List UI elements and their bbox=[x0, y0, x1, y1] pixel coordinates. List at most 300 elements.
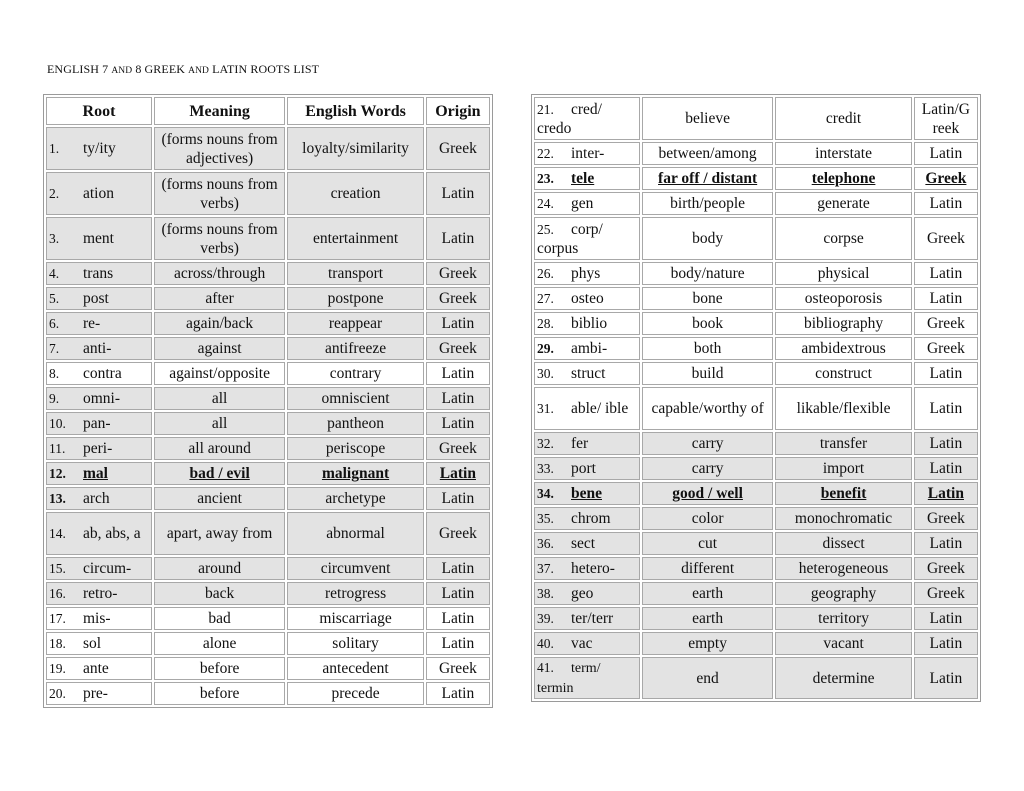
root-cell bbox=[46, 172, 152, 215]
root-cell bbox=[534, 582, 640, 605]
english-words-cell: circumvent bbox=[287, 557, 423, 580]
origin-cell: Latin bbox=[426, 362, 490, 385]
table-row bbox=[46, 512, 490, 555]
english-words-cell: monochromatic bbox=[775, 507, 911, 530]
origin-cell: Greek bbox=[426, 127, 490, 170]
root-cell bbox=[46, 127, 152, 170]
row-number: 40. bbox=[537, 636, 554, 651]
origin-cell: Latin bbox=[426, 557, 490, 580]
title-text: LATIN ROOTS LIST bbox=[209, 62, 320, 76]
origin-cell: Greek bbox=[426, 287, 490, 310]
root-text: struct bbox=[571, 365, 606, 382]
root-text: pan- bbox=[83, 415, 111, 432]
row-number: 15. bbox=[49, 561, 66, 576]
meaning-cell: earth bbox=[642, 607, 773, 630]
root-cell bbox=[534, 632, 640, 655]
root-text: post bbox=[83, 290, 109, 307]
meaning-cell: cut bbox=[642, 532, 773, 555]
root-cell bbox=[534, 312, 640, 335]
meaning-cell: build bbox=[642, 362, 773, 385]
root-cell bbox=[46, 362, 152, 385]
meaning-cell: good / well bbox=[642, 482, 773, 505]
origin-cell: Latin bbox=[914, 432, 978, 455]
row-number: 22. bbox=[537, 146, 554, 161]
english-words-cell: creation bbox=[287, 172, 423, 215]
row-number: 38. bbox=[537, 586, 554, 601]
table-row bbox=[46, 557, 490, 580]
meaning-cell: back bbox=[154, 582, 285, 605]
table-row bbox=[46, 217, 490, 260]
origin-cell: Greek bbox=[914, 167, 978, 190]
meaning-cell: before bbox=[154, 682, 285, 705]
english-words-cell: entertainment bbox=[287, 217, 423, 260]
table-row bbox=[534, 507, 978, 530]
root-text: ab, abs, a bbox=[83, 525, 141, 542]
meaning-cell: birth/people bbox=[642, 192, 773, 215]
roots-table-left bbox=[43, 94, 493, 708]
english-words-cell: likable/flexible bbox=[775, 387, 911, 430]
root-text: ter/terr bbox=[571, 610, 614, 627]
english-words-cell: corpse bbox=[775, 217, 911, 260]
root-cell bbox=[534, 387, 640, 430]
english-words-cell: loyalty/similarity bbox=[287, 127, 423, 170]
english-words-cell: antifreeze bbox=[287, 337, 423, 360]
origin-cell: Latin bbox=[426, 172, 490, 215]
row-number: 39. bbox=[537, 611, 554, 626]
root-cell bbox=[46, 337, 152, 360]
origin-cell: Greek bbox=[914, 217, 978, 260]
english-words-cell: determine bbox=[775, 657, 911, 699]
row-number: 3. bbox=[49, 231, 60, 246]
row-number: 6. bbox=[49, 316, 60, 331]
header-root: Root bbox=[46, 97, 152, 125]
english-words-cell: import bbox=[775, 457, 911, 480]
meaning-cell: alone bbox=[154, 632, 285, 655]
root-text: bene bbox=[571, 485, 602, 502]
row-number: 32. bbox=[537, 436, 554, 451]
table-row bbox=[534, 142, 978, 165]
origin-cell: Latin bbox=[426, 682, 490, 705]
english-words-cell: retrogress bbox=[287, 582, 423, 605]
root-cell bbox=[534, 432, 640, 455]
meaning-cell: across/through bbox=[154, 262, 285, 285]
english-words-cell: dissect bbox=[775, 532, 911, 555]
meaning-cell: both bbox=[642, 337, 773, 360]
table-row bbox=[46, 362, 490, 385]
root-text: port bbox=[571, 460, 596, 477]
meaning-cell: between/among bbox=[642, 142, 773, 165]
root-cell bbox=[46, 632, 152, 655]
english-words-cell: reappear bbox=[287, 312, 423, 335]
row-number: 26. bbox=[537, 266, 554, 281]
origin-cell: Latin bbox=[426, 412, 490, 435]
root-cell bbox=[46, 462, 152, 485]
english-words-cell: malignant bbox=[287, 462, 423, 485]
table-row bbox=[46, 312, 490, 335]
root-cell bbox=[46, 437, 152, 460]
origin-cell: Latin bbox=[914, 457, 978, 480]
root-text: cred/ credo bbox=[537, 100, 602, 137]
root-cell bbox=[534, 657, 640, 699]
meaning-cell: all around bbox=[154, 437, 285, 460]
row-number: 4. bbox=[49, 266, 60, 281]
english-words-cell: solitary bbox=[287, 632, 423, 655]
root-cell bbox=[534, 362, 640, 385]
row-number: 1. bbox=[49, 141, 60, 156]
header-english-words: English Words bbox=[287, 97, 423, 125]
table-row bbox=[46, 412, 490, 435]
meaning-cell: earth bbox=[642, 582, 773, 605]
origin-cell: Latin bbox=[426, 582, 490, 605]
row-number: 23. bbox=[537, 171, 554, 186]
row-number: 35. bbox=[537, 511, 554, 526]
origin-cell: Greek bbox=[914, 582, 978, 605]
root-text: ment bbox=[83, 230, 114, 247]
english-words-cell: generate bbox=[775, 192, 911, 215]
row-number: 31. bbox=[537, 401, 554, 416]
root-text: phys bbox=[571, 265, 601, 282]
root-text: inter- bbox=[571, 145, 605, 162]
root-text: ambi- bbox=[571, 340, 608, 357]
origin-cell: Latin bbox=[426, 462, 490, 485]
table-row bbox=[534, 457, 978, 480]
origin-cell: Latin bbox=[426, 632, 490, 655]
meaning-cell: body/nature bbox=[642, 262, 773, 285]
meaning-cell: (forms nouns from adjectives) bbox=[154, 127, 285, 170]
meaning-cell: bad / evil bbox=[154, 462, 285, 485]
meaning-cell: all bbox=[154, 412, 285, 435]
meaning-cell: body bbox=[642, 217, 773, 260]
table-row bbox=[46, 632, 490, 655]
root-text: tele bbox=[571, 170, 595, 187]
root-text: corp/ corpus bbox=[537, 220, 603, 257]
row-number: 2. bbox=[49, 186, 60, 201]
meaning-cell: believe bbox=[642, 97, 773, 140]
row-number: 28. bbox=[537, 316, 554, 331]
root-cell bbox=[534, 217, 640, 260]
root-cell bbox=[534, 532, 640, 555]
english-words-cell: precede bbox=[287, 682, 423, 705]
meaning-cell: against bbox=[154, 337, 285, 360]
english-words-cell: bibliography bbox=[775, 312, 911, 335]
origin-cell: Greek bbox=[426, 512, 490, 555]
table-row bbox=[46, 582, 490, 605]
table-row bbox=[534, 607, 978, 630]
origin-cell: Latin bbox=[914, 632, 978, 655]
meaning-cell: around bbox=[154, 557, 285, 580]
root-cell bbox=[534, 167, 640, 190]
header-meaning: Meaning bbox=[154, 97, 285, 125]
root-text: arch bbox=[83, 490, 110, 507]
root-cell bbox=[534, 482, 640, 505]
table-row bbox=[46, 437, 490, 460]
row-number: 11. bbox=[49, 441, 66, 456]
table-row bbox=[534, 632, 978, 655]
meaning-cell: (forms nouns from verbs) bbox=[154, 172, 285, 215]
meaning-cell: before bbox=[154, 657, 285, 680]
table-row bbox=[46, 657, 490, 680]
table-row bbox=[534, 167, 978, 190]
row-number: 30. bbox=[537, 366, 554, 381]
english-words-cell: ambidextrous bbox=[775, 337, 911, 360]
meaning-cell: after bbox=[154, 287, 285, 310]
header-row bbox=[46, 97, 490, 125]
english-words-cell: antecedent bbox=[287, 657, 423, 680]
table-row bbox=[46, 607, 490, 630]
origin-cell: Latin bbox=[426, 607, 490, 630]
table-row bbox=[534, 557, 978, 580]
roots-table-right bbox=[531, 94, 981, 702]
table-row bbox=[46, 462, 490, 485]
row-number: 19. bbox=[49, 661, 66, 676]
origin-cell: Latin bbox=[426, 312, 490, 335]
english-words-cell: interstate bbox=[775, 142, 911, 165]
row-number: 7. bbox=[49, 341, 60, 356]
root-cell bbox=[534, 507, 640, 530]
row-number: 36. bbox=[537, 536, 554, 551]
root-cell bbox=[534, 262, 640, 285]
root-text: sol bbox=[83, 635, 102, 652]
table-row bbox=[534, 657, 978, 699]
origin-cell: Greek bbox=[914, 312, 978, 335]
origin-cell: Latin bbox=[914, 532, 978, 555]
title-text: AND bbox=[111, 66, 133, 76]
row-number: 12. bbox=[49, 466, 66, 481]
root-text: geo bbox=[571, 585, 594, 602]
meaning-cell: apart, away from bbox=[154, 512, 285, 555]
origin-cell: Greek bbox=[914, 507, 978, 530]
row-number: 21. bbox=[537, 101, 554, 117]
english-words-cell: physical bbox=[775, 262, 911, 285]
english-words-cell: periscope bbox=[287, 437, 423, 460]
origin-cell: Greek bbox=[426, 337, 490, 360]
table-row bbox=[46, 287, 490, 310]
row-number: 14. bbox=[49, 526, 66, 541]
meaning-cell: book bbox=[642, 312, 773, 335]
table-row bbox=[46, 387, 490, 410]
root-cell bbox=[46, 387, 152, 410]
english-words-cell: osteoporosis bbox=[775, 287, 911, 310]
origin-cell: Latin/G reek bbox=[914, 97, 978, 140]
root-cell bbox=[46, 312, 152, 335]
root-text: anti- bbox=[83, 340, 112, 357]
root-text: chrom bbox=[571, 510, 611, 527]
table-row bbox=[534, 582, 978, 605]
root-text: omni- bbox=[83, 390, 121, 407]
table-row bbox=[46, 682, 490, 705]
origin-cell: Latin bbox=[426, 487, 490, 510]
origin-cell: Greek bbox=[426, 657, 490, 680]
english-words-cell: geography bbox=[775, 582, 911, 605]
meaning-cell: (forms nouns from verbs) bbox=[154, 217, 285, 260]
meaning-cell: carry bbox=[642, 457, 773, 480]
meaning-cell: against/opposite bbox=[154, 362, 285, 385]
table-row bbox=[534, 217, 978, 260]
origin-cell: Latin bbox=[914, 362, 978, 385]
root-cell bbox=[46, 412, 152, 435]
meaning-cell: ancient bbox=[154, 487, 285, 510]
meaning-cell: empty bbox=[642, 632, 773, 655]
row-number: 17. bbox=[49, 611, 66, 626]
meaning-cell: color bbox=[642, 507, 773, 530]
row-number: 8. bbox=[49, 366, 60, 381]
row-number: 16. bbox=[49, 586, 66, 601]
english-words-cell: transport bbox=[287, 262, 423, 285]
root-cell bbox=[46, 262, 152, 285]
english-words-cell: vacant bbox=[775, 632, 911, 655]
row-number: 5. bbox=[49, 291, 60, 306]
english-words-cell: pantheon bbox=[287, 412, 423, 435]
meaning-cell: far off / distant bbox=[642, 167, 773, 190]
title-text: AND bbox=[188, 66, 210, 76]
english-words-cell: heterogeneous bbox=[775, 557, 911, 580]
english-words-cell: territory bbox=[775, 607, 911, 630]
title-text: 8 GREEK bbox=[132, 62, 189, 76]
meaning-cell: capable/worthy of bbox=[642, 387, 773, 430]
meaning-cell: carry bbox=[642, 432, 773, 455]
root-text: ty/ity bbox=[83, 140, 116, 157]
root-cell bbox=[534, 607, 640, 630]
root-text: peri- bbox=[83, 440, 113, 457]
meaning-cell: all bbox=[154, 387, 285, 410]
table-row bbox=[534, 192, 978, 215]
table-row bbox=[534, 312, 978, 335]
origin-cell: Latin bbox=[426, 387, 490, 410]
row-number: 13. bbox=[49, 491, 66, 506]
root-text: retro- bbox=[83, 585, 118, 602]
header-origin: Origin bbox=[426, 97, 490, 125]
origin-cell: Greek bbox=[914, 557, 978, 580]
root-cell bbox=[46, 557, 152, 580]
root-text: mal bbox=[83, 465, 108, 482]
root-cell bbox=[46, 217, 152, 260]
origin-cell: Latin bbox=[914, 482, 978, 505]
table-row bbox=[46, 487, 490, 510]
origin-cell: Latin bbox=[914, 142, 978, 165]
row-number: 24. bbox=[537, 196, 554, 211]
row-number: 9. bbox=[49, 391, 60, 406]
root-cell bbox=[46, 682, 152, 705]
row-number: 20. bbox=[49, 686, 66, 701]
english-words-cell: archetype bbox=[287, 487, 423, 510]
origin-cell: Latin bbox=[914, 387, 978, 430]
root-text: contra bbox=[83, 365, 122, 382]
row-number: 41. bbox=[537, 660, 554, 675]
meaning-cell: bone bbox=[642, 287, 773, 310]
origin-cell: Greek bbox=[426, 437, 490, 460]
root-text: pre- bbox=[83, 685, 108, 702]
english-words-cell: postpone bbox=[287, 287, 423, 310]
table-row bbox=[534, 362, 978, 385]
meaning-cell: end bbox=[642, 657, 773, 699]
meaning-cell: bad bbox=[154, 607, 285, 630]
root-cell bbox=[46, 657, 152, 680]
root-cell bbox=[46, 512, 152, 555]
table-row bbox=[534, 337, 978, 360]
row-number: 18. bbox=[49, 636, 66, 651]
row-number: 33. bbox=[537, 461, 554, 476]
table-row bbox=[534, 287, 978, 310]
table-row bbox=[534, 532, 978, 555]
root-text: biblio bbox=[571, 315, 608, 332]
english-words-cell: abnormal bbox=[287, 512, 423, 555]
root-text: term/ termin bbox=[537, 661, 601, 696]
table-row bbox=[534, 387, 978, 430]
root-cell bbox=[46, 607, 152, 630]
root-cell bbox=[534, 457, 640, 480]
root-text: sect bbox=[571, 535, 596, 552]
english-words-cell: contrary bbox=[287, 362, 423, 385]
table-row bbox=[46, 262, 490, 285]
table-row bbox=[534, 97, 978, 140]
row-number: 29. bbox=[537, 341, 554, 356]
root-text: osteo bbox=[571, 290, 604, 307]
english-words-cell: omniscient bbox=[287, 387, 423, 410]
root-text: circum- bbox=[83, 560, 132, 577]
english-words-cell: construct bbox=[775, 362, 911, 385]
table-row bbox=[46, 127, 490, 170]
root-text: ante bbox=[83, 660, 109, 677]
root-text: hetero- bbox=[571, 560, 615, 577]
root-text: re- bbox=[83, 315, 101, 332]
row-number: 10. bbox=[49, 416, 66, 431]
english-words-cell: credit bbox=[775, 97, 911, 140]
origin-cell: Latin bbox=[914, 262, 978, 285]
root-cell bbox=[46, 582, 152, 605]
row-number: 25. bbox=[537, 221, 554, 237]
row-number: 27. bbox=[537, 291, 554, 306]
root-cell bbox=[46, 287, 152, 310]
origin-cell: Latin bbox=[914, 607, 978, 630]
title-text: ENGLISH 7 bbox=[47, 62, 112, 76]
root-text: gen bbox=[571, 195, 594, 212]
root-text: vac bbox=[571, 635, 593, 652]
root-cell bbox=[534, 142, 640, 165]
root-cell bbox=[534, 337, 640, 360]
table-row bbox=[46, 337, 490, 360]
origin-cell: Latin bbox=[426, 217, 490, 260]
root-cell bbox=[534, 97, 640, 140]
table-row bbox=[534, 262, 978, 285]
english-words-cell: benefit bbox=[775, 482, 911, 505]
root-cell bbox=[46, 487, 152, 510]
table-row bbox=[534, 482, 978, 505]
table-row bbox=[46, 172, 490, 215]
row-number: 34. bbox=[537, 486, 554, 501]
origin-cell: Latin bbox=[914, 657, 978, 699]
table-row bbox=[534, 432, 978, 455]
origin-cell: Latin bbox=[914, 287, 978, 310]
english-words-cell: transfer bbox=[775, 432, 911, 455]
root-text: mis- bbox=[83, 610, 111, 627]
root-text: ation bbox=[83, 185, 114, 202]
origin-cell: Latin bbox=[914, 192, 978, 215]
root-cell bbox=[534, 557, 640, 580]
origin-cell: Greek bbox=[914, 337, 978, 360]
row-number: 37. bbox=[537, 561, 554, 576]
meaning-cell: different bbox=[642, 557, 773, 580]
english-words-cell: telephone bbox=[775, 167, 911, 190]
origin-cell: Greek bbox=[426, 262, 490, 285]
page-title bbox=[47, 62, 319, 77]
root-cell bbox=[534, 287, 640, 310]
english-words-cell: miscarriage bbox=[287, 607, 423, 630]
meaning-cell: again/back bbox=[154, 312, 285, 335]
root-text: trans bbox=[83, 265, 114, 282]
root-text: fer bbox=[571, 435, 589, 452]
root-cell bbox=[534, 192, 640, 215]
root-text: able/ ible bbox=[571, 400, 629, 417]
